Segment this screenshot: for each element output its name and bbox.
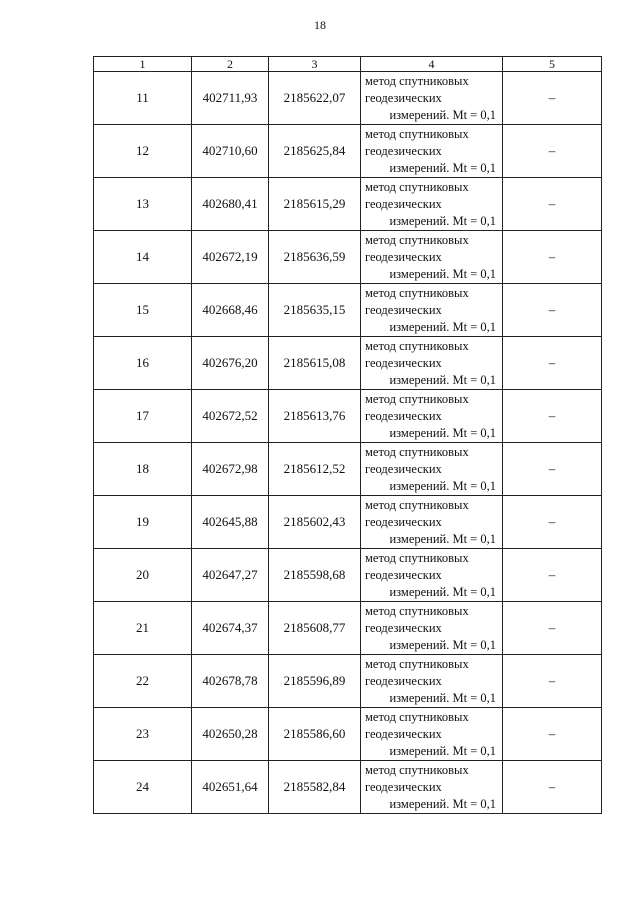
method-cell: [361, 231, 503, 284]
point-number-cell: 13: [94, 178, 192, 231]
x-coordinate-cell: 402668,46: [192, 284, 269, 337]
method-line: метод спутниковых: [365, 444, 469, 459]
method-cell: [361, 602, 503, 655]
method-line: геодезических: [365, 673, 442, 688]
method-line: метод спутниковых: [365, 603, 469, 618]
method-cell: [361, 708, 503, 761]
table-row: [94, 549, 602, 602]
method-line: геодезических: [365, 196, 442, 211]
method-cell: [361, 390, 503, 443]
point-number-cell: 18: [94, 443, 192, 496]
table-row: [94, 337, 602, 390]
method-line: геодезических: [365, 726, 442, 741]
column-header: 4: [361, 57, 503, 72]
method-cell: [361, 496, 503, 549]
note-cell: –: [503, 337, 602, 390]
note-cell: –: [503, 549, 602, 602]
y-coordinate-cell: 2185602,43: [269, 496, 361, 549]
page-number: 18: [314, 18, 326, 32]
method-line: измерений. Mt = 0,1: [389, 107, 496, 122]
y-coordinate-cell: 2185622,07: [269, 72, 361, 125]
y-coordinate-cell: 2185586,60: [269, 708, 361, 761]
table-row: [94, 602, 602, 655]
x-coordinate-cell: 402711,93: [192, 72, 269, 125]
method-line: метод спутниковых: [365, 656, 469, 671]
method-line: измерений. Mt = 0,1: [389, 425, 496, 440]
method-line: геодезических: [365, 355, 442, 370]
y-coordinate-cell: 2185636,59: [269, 231, 361, 284]
note-cell: –: [503, 231, 602, 284]
method-line: метод спутниковых: [365, 762, 469, 777]
method-line: геодезических: [365, 514, 442, 529]
note-cell: –: [503, 602, 602, 655]
x-coordinate-cell: 402678,78: [192, 655, 269, 708]
column-header: 3: [269, 57, 361, 72]
table-row: [94, 708, 602, 761]
x-coordinate-cell: 402647,27: [192, 549, 269, 602]
point-number-cell: 19: [94, 496, 192, 549]
point-number-cell: 23: [94, 708, 192, 761]
y-coordinate-cell: 2185598,68: [269, 549, 361, 602]
table-row: [94, 655, 602, 708]
method-line: измерений. Mt = 0,1: [389, 584, 496, 599]
method-line: метод спутниковых: [365, 550, 469, 565]
method-line: геодезических: [365, 461, 442, 476]
y-coordinate-cell: 2185582,84: [269, 761, 361, 814]
method-line: измерений. Mt = 0,1: [389, 478, 496, 493]
y-coordinate-cell: 2185615,08: [269, 337, 361, 390]
method-line: измерений. Mt = 0,1: [389, 319, 496, 334]
x-coordinate-cell: 402710,60: [192, 125, 269, 178]
method-line: измерений. Mt = 0,1: [389, 266, 496, 281]
method-cell: [361, 72, 503, 125]
method-line: геодезических: [365, 90, 442, 105]
point-number-cell: 14: [94, 231, 192, 284]
point-number-cell: 16: [94, 337, 192, 390]
x-coordinate-cell: 402674,37: [192, 602, 269, 655]
y-coordinate-cell: 2185625,84: [269, 125, 361, 178]
method-cell: [361, 178, 503, 231]
method-line: метод спутниковых: [365, 126, 469, 141]
note-cell: –: [503, 125, 602, 178]
point-number-cell: 21: [94, 602, 192, 655]
method-cell: [361, 443, 503, 496]
coordinates-table: [93, 56, 602, 814]
method-cell: [361, 337, 503, 390]
method-cell: [361, 761, 503, 814]
table-row: [94, 72, 602, 125]
note-cell: –: [503, 443, 602, 496]
table-row: [94, 496, 602, 549]
x-coordinate-cell: 402676,20: [192, 337, 269, 390]
method-line: измерений. Mt = 0,1: [389, 531, 496, 546]
method-line: измерений. Mt = 0,1: [389, 690, 496, 705]
method-line: метод спутниковых: [365, 73, 469, 88]
point-number-cell: 20: [94, 549, 192, 602]
method-line: измерений. Mt = 0,1: [389, 796, 496, 811]
table-row: [94, 390, 602, 443]
y-coordinate-cell: 2185635,15: [269, 284, 361, 337]
note-cell: –: [503, 761, 602, 814]
point-number-cell: 12: [94, 125, 192, 178]
point-number-cell: 17: [94, 390, 192, 443]
column-header: 2: [192, 57, 269, 72]
x-coordinate-cell: 402672,19: [192, 231, 269, 284]
method-line: измерений. Mt = 0,1: [389, 372, 496, 387]
y-coordinate-cell: 2185615,29: [269, 178, 361, 231]
method-line: геодезических: [365, 143, 442, 158]
method-line: метод спутниковых: [365, 391, 469, 406]
table-row: [94, 761, 602, 814]
note-cell: –: [503, 284, 602, 337]
y-coordinate-cell: 2185612,52: [269, 443, 361, 496]
x-coordinate-cell: 402672,98: [192, 443, 269, 496]
note-cell: –: [503, 655, 602, 708]
column-header: 5: [503, 57, 602, 72]
note-cell: –: [503, 178, 602, 231]
method-cell: [361, 655, 503, 708]
point-number-cell: 11: [94, 72, 192, 125]
y-coordinate-cell: 2185596,89: [269, 655, 361, 708]
method-line: измерений. Mt = 0,1: [389, 743, 496, 758]
method-line: геодезических: [365, 620, 442, 635]
table-row: [94, 125, 602, 178]
method-line: измерений. Mt = 0,1: [389, 213, 496, 228]
table-row: [94, 178, 602, 231]
method-line: геодезических: [365, 567, 442, 582]
table-row: [94, 284, 602, 337]
table-header-row: [94, 57, 602, 72]
note-cell: –: [503, 496, 602, 549]
x-coordinate-cell: 402672,52: [192, 390, 269, 443]
column-header: 1: [94, 57, 192, 72]
method-line: метод спутниковых: [365, 497, 469, 512]
x-coordinate-cell: 402650,28: [192, 708, 269, 761]
method-line: геодезических: [365, 302, 442, 317]
method-line: измерений. Mt = 0,1: [389, 160, 496, 175]
method-line: метод спутниковых: [365, 232, 469, 247]
point-number-cell: 24: [94, 761, 192, 814]
x-coordinate-cell: 402645,88: [192, 496, 269, 549]
note-cell: –: [503, 708, 602, 761]
point-number-cell: 15: [94, 284, 192, 337]
method-cell: [361, 125, 503, 178]
method-line: геодезических: [365, 779, 442, 794]
method-line: метод спутниковых: [365, 179, 469, 194]
note-cell: –: [503, 72, 602, 125]
method-line: метод спутниковых: [365, 338, 469, 353]
x-coordinate-cell: 402651,64: [192, 761, 269, 814]
note-cell: –: [503, 390, 602, 443]
x-coordinate-cell: 402680,41: [192, 178, 269, 231]
method-line: измерений. Mt = 0,1: [389, 637, 496, 652]
method-line: метод спутниковых: [365, 285, 469, 300]
table-body: [94, 57, 602, 814]
method-cell: [361, 549, 503, 602]
table-row: [94, 231, 602, 284]
table-row: [94, 443, 602, 496]
method-line: метод спутниковых: [365, 709, 469, 724]
y-coordinate-cell: 2185608,77: [269, 602, 361, 655]
method-line: геодезических: [365, 249, 442, 264]
method-cell: [361, 284, 503, 337]
point-number-cell: 22: [94, 655, 192, 708]
y-coordinate-cell: 2185613,76: [269, 390, 361, 443]
method-line: геодезических: [365, 408, 442, 423]
